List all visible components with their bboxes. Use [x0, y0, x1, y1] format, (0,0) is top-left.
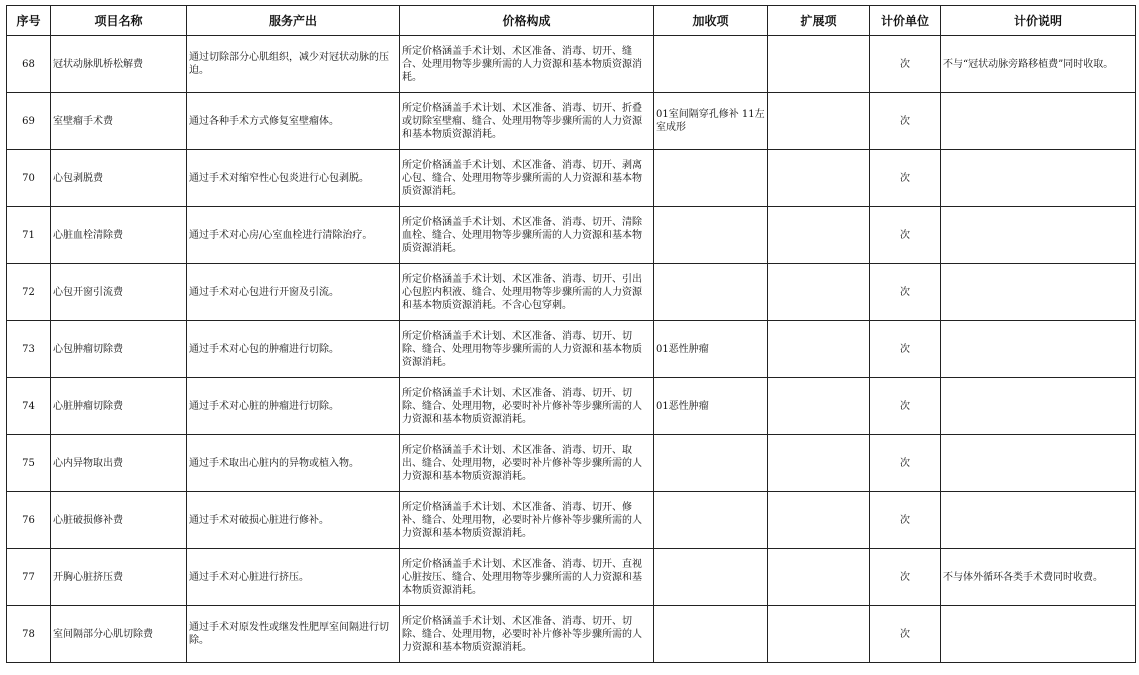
service-output: 通过手术对心房/心室血栓进行清除治疗。 [187, 207, 400, 264]
pricing-unit: 次 [870, 321, 941, 378]
pricing-unit: 次 [870, 435, 941, 492]
table-row [7, 435, 1136, 492]
addon-item: 01恶性肿瘤 [654, 321, 768, 378]
pricing-unit: 次 [870, 492, 941, 549]
extension-item [768, 378, 870, 435]
header-note: 计价说明 [941, 6, 1136, 36]
project-name: 冠状动脉肌桥松解费 [51, 36, 187, 93]
price-composition: 所定价格涵盖手术计划、术区准备、消毒、切开、修补、缝合、处理用物，必要时补片修补等步骤所需的人力资源和基本物质资源消耗。 [400, 492, 654, 549]
extension-item [768, 36, 870, 93]
service-output: 通过手术对破损心脏进行修补。 [187, 492, 400, 549]
service-output: 通过手术对心包进行开窗及引流。 [187, 264, 400, 321]
pricing-note [941, 378, 1136, 435]
extension-item [768, 264, 870, 321]
header-addon: 加收项 [654, 6, 768, 36]
price-composition: 所定价格涵盖手术计划、术区准备、消毒、切开、切除、缝合、处理用物等步骤所需的人力资源和基本物质资源消耗。 [400, 321, 654, 378]
pricing-note: 不与“冠状动脉旁路移植费”同时收取。 [941, 36, 1136, 93]
table-row [7, 492, 1136, 549]
pricing-unit: 次 [870, 93, 941, 150]
service-output: 通过切除部分心肌组织，减少对冠状动脉的压迫。 [187, 36, 400, 93]
project-name: 室壁瘤手术费 [51, 93, 187, 150]
header-unit: 计价单位 [870, 6, 941, 36]
service-output: 通过手术对心包的肿瘤进行切除。 [187, 321, 400, 378]
pricing-note [941, 207, 1136, 264]
price-composition: 所定价格涵盖手术计划、术区准备、消毒、切开、取出、缝合、处理用物，必要时补片修补等步骤所需的人力资源和基本物质资源消耗。 [400, 435, 654, 492]
pricing-note [941, 264, 1136, 321]
table-row [7, 378, 1136, 435]
pricing-unit: 次 [870, 36, 941, 93]
service-output: 通过手术对心脏的肿瘤进行切除。 [187, 378, 400, 435]
row-number: 73 [7, 321, 51, 378]
pricing-unit: 次 [870, 549, 941, 606]
header-no: 序号 [7, 6, 51, 36]
pricing-note [941, 321, 1136, 378]
row-number: 70 [7, 150, 51, 207]
row-number: 78 [7, 606, 51, 663]
project-name: 心脏肿瘤切除费 [51, 378, 187, 435]
project-name: 心内异物取出费 [51, 435, 187, 492]
extension-item [768, 606, 870, 663]
price-composition: 所定价格涵盖手术计划、术区准备、消毒、切开、缝合、处理用物等步骤所需的人力资源和基本物质资源消耗。 [400, 36, 654, 93]
header-row [7, 6, 1136, 36]
pricing-note [941, 150, 1136, 207]
header-extension: 扩展项 [768, 6, 870, 36]
row-number: 74 [7, 378, 51, 435]
row-number: 75 [7, 435, 51, 492]
addon-item: 01室间隔穿孔修补 11左室成形 [654, 93, 768, 150]
project-name: 心包剥脱费 [51, 150, 187, 207]
extension-item [768, 492, 870, 549]
price-composition: 所定价格涵盖手术计划、术区准备、消毒、切开、切除、缝合、处理用物，必要时补片修补等步骤所需的人力资源和基本物质资源消耗。 [400, 378, 654, 435]
price-composition: 所定价格涵盖手术计划、术区准备、消毒、切开、切除、缝合、处理用物，必要时补片修补等步骤所需的人力资源和基本物质资源消耗。 [400, 606, 654, 663]
header-service: 服务产出 [187, 6, 400, 36]
project-name: 室间隔部分心肌切除费 [51, 606, 187, 663]
pricing-unit: 次 [870, 207, 941, 264]
row-number: 71 [7, 207, 51, 264]
addon-item [654, 435, 768, 492]
table-header [7, 6, 1136, 36]
pricing-unit: 次 [870, 150, 941, 207]
addon-item [654, 207, 768, 264]
extension-item [768, 321, 870, 378]
project-name: 心包开窗引流费 [51, 264, 187, 321]
pricing-note [941, 606, 1136, 663]
price-composition: 所定价格涵盖手术计划、术区准备、消毒、切开、剥离心包、缝合、处理用物等步骤所需的人力资源和基本物质资源消耗。 [400, 150, 654, 207]
row-number: 76 [7, 492, 51, 549]
pricing-unit: 次 [870, 264, 941, 321]
price-composition: 所定价格涵盖手术计划、术区准备、消毒、切开、引出心包腔内积液、缝合、处理用物等步骤所需的人力资源和基本物质资源消耗。不含心包穿刺。 [400, 264, 654, 321]
service-output: 通过手术对心脏进行挤压。 [187, 549, 400, 606]
header-price: 价格构成 [400, 6, 654, 36]
addon-item [654, 492, 768, 549]
table-row [7, 549, 1136, 606]
project-name: 开胸心脏挤压费 [51, 549, 187, 606]
service-output: 通过各种手术方式修复室壁瘤体。 [187, 93, 400, 150]
pricing-unit: 次 [870, 606, 941, 663]
project-name: 心脏破损修补费 [51, 492, 187, 549]
addon-item [654, 36, 768, 93]
row-number: 68 [7, 36, 51, 93]
addon-item [654, 264, 768, 321]
service-output: 通过手术取出心脏内的异物或植入物。 [187, 435, 400, 492]
header-name: 项目名称 [51, 6, 187, 36]
table-body [7, 36, 1136, 663]
extension-item [768, 150, 870, 207]
row-number: 77 [7, 549, 51, 606]
project-name: 心包肿瘤切除费 [51, 321, 187, 378]
table-row [7, 321, 1136, 378]
addon-item [654, 549, 768, 606]
service-output: 通过手术对缩窄性心包炎进行心包剥脱。 [187, 150, 400, 207]
pricing-unit: 次 [870, 378, 941, 435]
price-composition: 所定价格涵盖手术计划、术区准备、消毒、切开、折叠或切除室壁瘤、缝合、处理用物等步骤所需的人力资源和基本物质资源消耗。 [400, 93, 654, 150]
table-row [7, 207, 1136, 264]
extension-item [768, 93, 870, 150]
table-row [7, 36, 1136, 93]
row-number: 72 [7, 264, 51, 321]
project-name: 心脏血栓清除费 [51, 207, 187, 264]
addon-item: 01恶性肿瘤 [654, 378, 768, 435]
table-row [7, 264, 1136, 321]
table-row [7, 150, 1136, 207]
pricing-note [941, 435, 1136, 492]
extension-item [768, 207, 870, 264]
addon-item [654, 606, 768, 663]
extension-item [768, 549, 870, 606]
price-composition: 所定价格涵盖手术计划、术区准备、消毒、切开、清除血栓、缝合、处理用物等步骤所需的人力资源和基本物质资源消耗。 [400, 207, 654, 264]
row-number: 69 [7, 93, 51, 150]
pricing-note [941, 492, 1136, 549]
extension-item [768, 435, 870, 492]
table-row [7, 93, 1136, 150]
addon-item [654, 150, 768, 207]
pricing-note: 不与体外循环各类手术费同时收费。 [941, 549, 1136, 606]
pricing-note [941, 93, 1136, 150]
service-output: 通过手术对原发性或继发性肥厚室间隔进行切除。 [187, 606, 400, 663]
table-row [7, 606, 1136, 663]
price-composition: 所定价格涵盖手术计划、术区准备、消毒、切开、直视心脏按压、缝合、处理用物等步骤所需的人力资源和基本物质资源消耗。 [400, 549, 654, 606]
fee-table [6, 5, 1136, 663]
